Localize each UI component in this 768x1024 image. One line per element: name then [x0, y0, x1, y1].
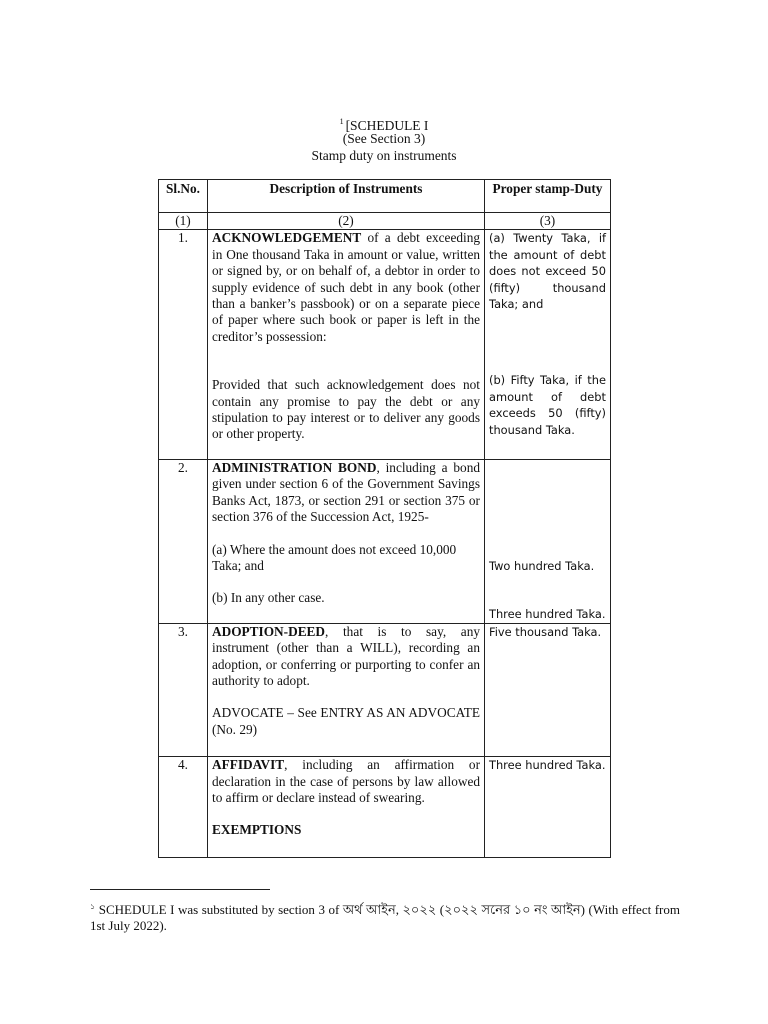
instrument-title: ADOPTION-DEED: [212, 623, 326, 639]
instrument-title: ACKNOWLEDGEMENT: [212, 230, 362, 246]
duty-option-a: (a) Twenty Taka, if the amount of debt does not exceed 50 (fifty) thousand Taka; and: [489, 231, 606, 312]
row-duty: [485, 230, 611, 459]
footnote-divider: [90, 889, 270, 890]
duty-option-b: Three hundred Taka.: [489, 607, 606, 622]
cross-reference-note: ADVOCATE – See ENTRY AS AN ADVOCATE (No. 29): [212, 705, 480, 737]
col-header-slno: Sl.No.: [159, 180, 208, 213]
subheader-1: (1): [159, 213, 208, 230]
instrument-text: of a debt exceeding in One thousand Taka in amount or value, written or signed by, or on behalf of, a debtor in order to supply evidence of such debt in any book (other than a banker’s passbook) or on a separate piece of paper where such book or paper is left in the creditor’s possession:: [212, 230, 480, 344]
schedule-caption: Stamp duty on instruments: [311, 148, 457, 163]
footnote: [90, 899, 680, 934]
instrument-text: , including a bond given under section 6 of the Government Savings Banks Act, 1873, or section 291 or section 375 or section 376 of the Succession Act, 1925-: [212, 459, 480, 525]
subheader-3: (3): [485, 213, 611, 230]
footnote-text: SCHEDULE I was substituted by section 3 of অর্থ আইন, ২০২২ (২০২২ সনের ১০ নং আইন) (With effect from 1st July 2022).: [90, 902, 680, 933]
table-row: [159, 623, 611, 756]
subheader-2: (2): [208, 213, 485, 230]
schedule-table: [158, 179, 611, 858]
duty-option-a: Two hundred Taka.: [489, 558, 595, 573]
table-row: [159, 230, 611, 459]
row-description: [208, 757, 485, 858]
row-duty: [485, 459, 611, 623]
proviso-text: Provided that such acknowledgement does not contain any promise to pay the debt or any stipulation to pay interest or to deliver any goods or other property.: [212, 377, 480, 442]
instrument-title: AFFIDAVIT: [212, 757, 285, 773]
exemptions-heading: EXEMPTIONS: [212, 822, 302, 838]
row-number: 4.: [159, 757, 208, 858]
table-header-row: [159, 180, 611, 213]
row-description: [208, 230, 485, 459]
row-description: [208, 623, 485, 756]
schedule-title-text: [SCHEDULE I: [345, 118, 429, 133]
duty-amount: Three hundred Taka.: [489, 758, 606, 773]
row-description: [208, 459, 485, 623]
col-header-duty: Proper stamp-Duty: [485, 180, 611, 213]
clause-b: (b) In any other case.: [212, 590, 325, 606]
instrument-title: ADMINISTRATION BOND: [212, 459, 377, 475]
row-number: 2.: [159, 459, 208, 623]
footnote-ref: 1: [339, 117, 344, 126]
footnote-marker: ১: [90, 902, 96, 911]
row-number: 3.: [159, 623, 208, 756]
schedule-subtitle: (See Section 3): [342, 131, 426, 146]
clause-a: (a) Where the amount does not exceed 10,000 Taka; and: [212, 541, 457, 573]
duty-option-b: (b) Fifty Taka, if the amount of debt exceeds 50 (fifty) thousand Taka.: [489, 373, 606, 437]
table-row: [159, 757, 611, 858]
table-row: [159, 459, 611, 623]
table-subheader-row: [159, 213, 611, 230]
duty-amount: Five thousand Taka.: [489, 624, 602, 639]
instrument-text: , including an affirmation or declaration in the case of persons by law allowed to affirm or declare instead of swearing.: [212, 757, 480, 805]
instrument-text: , that is to say, any instrument (other than a WILL), recording an adoption, or conferring or purporting to confer an authority to adopt.: [212, 623, 480, 688]
row-duty: [485, 623, 611, 756]
row-number: 1.: [159, 230, 208, 459]
col-header-description: Description of Instruments: [208, 180, 485, 213]
row-duty: [485, 757, 611, 858]
